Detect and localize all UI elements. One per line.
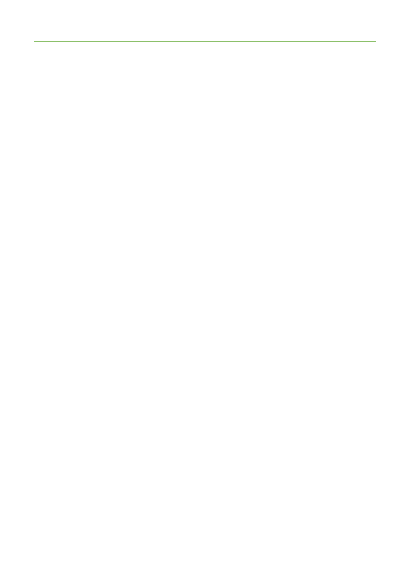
title-divider: [34, 41, 376, 42]
